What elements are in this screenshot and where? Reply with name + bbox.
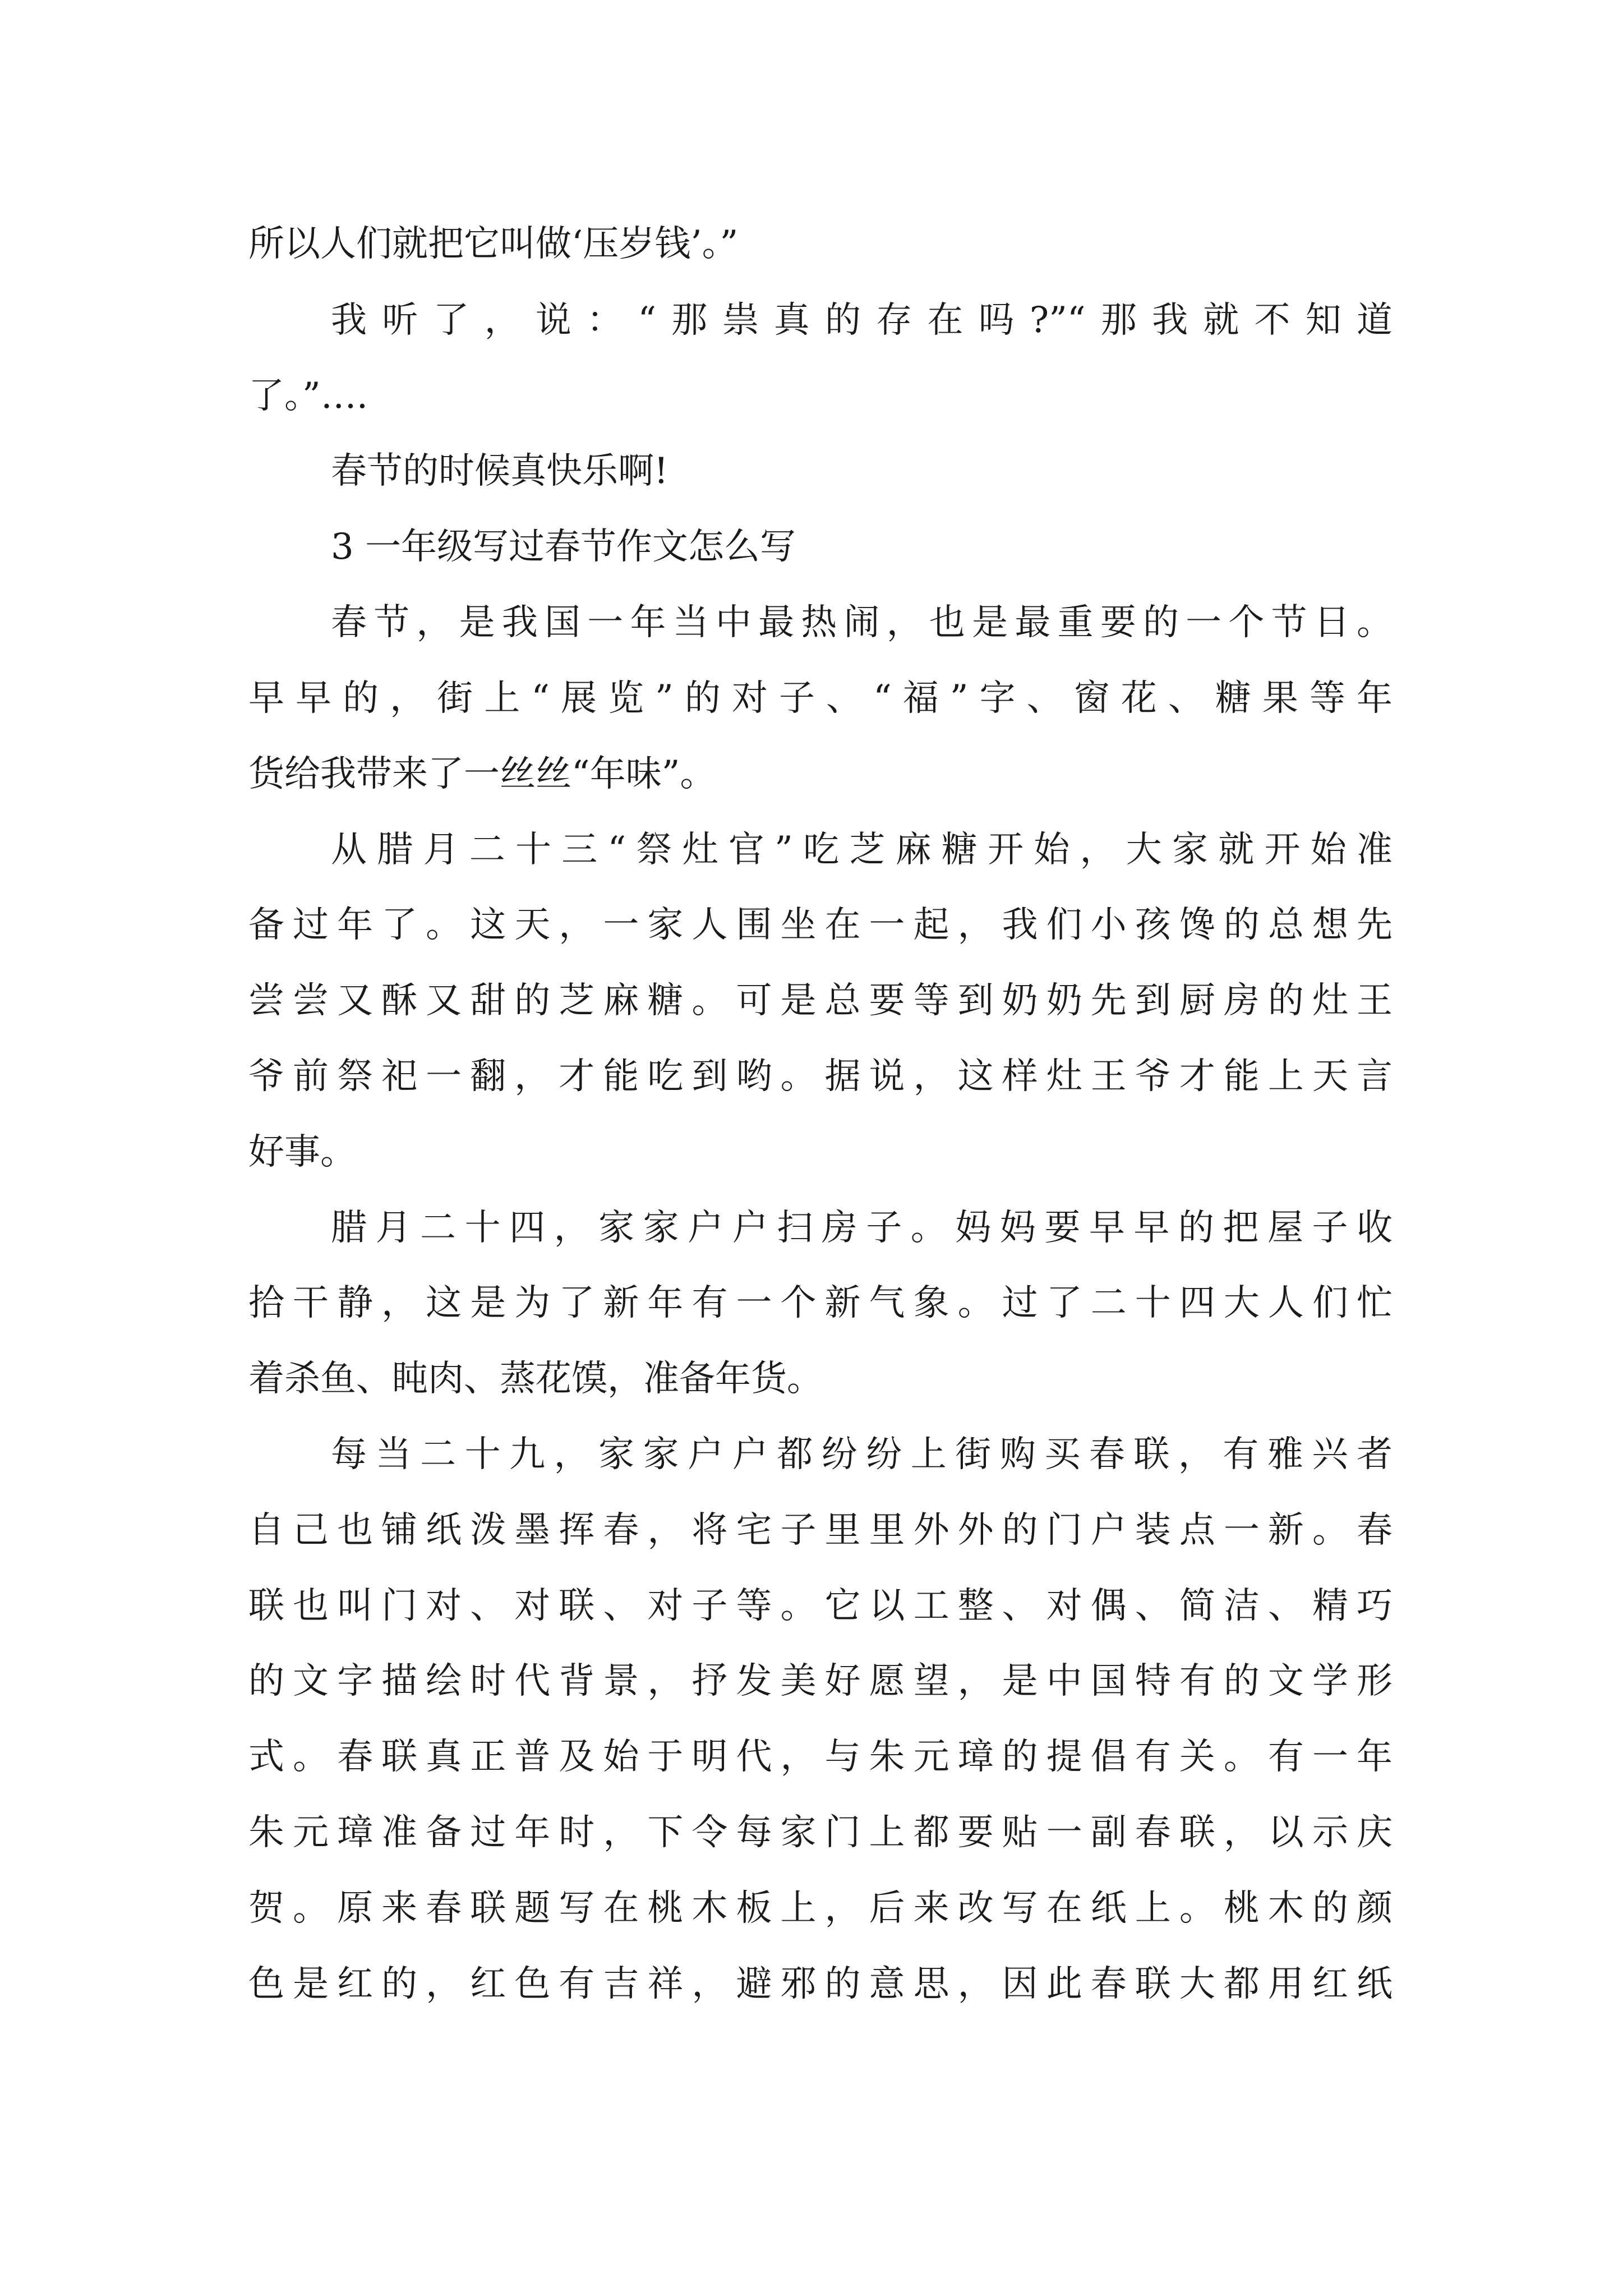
text-line-19: 联也叫门对、对联、对子等。它以工整、对偶、简洁、精巧 (248, 1585, 1393, 1627)
text-line-20: 的文字描绘时代背景，抒发美好愿望，是中国特有的文学形 (248, 1660, 1393, 1702)
text-line-2: 我听了，说：“那祟真的存在吗?”“那我就不知道 (331, 300, 1393, 341)
text-line-3: 了。”…. (248, 375, 368, 417)
text-line-6: 春节，是我国一年当中最热闹，也是最重要的一个节日。 (331, 602, 1393, 643)
text-line-8: 货给我带来了一丝丝“年味”。 (248, 753, 716, 795)
text-line-15: 拾干静，这是为了新年有一个新气象。过了二十四大人们忙 (248, 1282, 1393, 1324)
text-line-1: 所以人们就把它叫做‘压岁钱’。” (248, 223, 739, 265)
text-line-11: 尝尝又酥又甜的芝麻糖。可是总要等到奶奶先到厨房的灶王 (248, 980, 1393, 1022)
text-line-13: 好事。 (248, 1131, 356, 1173)
text-line-18: 自己也铺纸泼墨挥春，将宅子里里外外的门户装点一新。春 (248, 1510, 1393, 1551)
text-line-22: 朱元璋准备过年时，下令每家门上都要贴一副春联，以示庆 (248, 1812, 1393, 1853)
text-line-17: 每当二十九，家家户户都纷纷上街购买春联，有雅兴者 (331, 1434, 1393, 1475)
text-line-12: 爷前祭祀一翻，才能吃到哟。据说，这样灶王爷才能上天言 (248, 1056, 1393, 1097)
text-line-14: 腊月二十四，家家户户扫房子。妈妈要早早的把屋子收 (331, 1207, 1393, 1249)
text-line-24: 色是红的，红色有吉祥，避邪的意思，因此春联大都用红纸 (248, 1963, 1393, 2005)
text-line-7: 早早的，街上“展览”的对子、“福”字、窗花、糖果等年 (248, 678, 1393, 719)
text-line-4: 春节的时候真快乐啊! (331, 450, 668, 492)
text-line-23: 贺。原来春联题写在桃木板上，后来改写在纸上。桃木的颜 (248, 1888, 1393, 1929)
text-line-9: 从腊月二十三“祭灶官”吃芝麻糖开始，大家就开始准 (331, 829, 1393, 871)
section-heading: 3 一年级写过春节作文怎么写 (331, 526, 796, 568)
text-line-21: 式。春联真正普及始于明代，与朱元璋的提倡有关。有一年 (248, 1736, 1393, 1778)
text-line-10: 备过年了。这天，一家人围坐在一起，我们小孩馋的总想先 (248, 904, 1393, 946)
text-line-16: 着杀鱼、盹肉、蒸花馍，准备年货。 (248, 1358, 823, 1400)
